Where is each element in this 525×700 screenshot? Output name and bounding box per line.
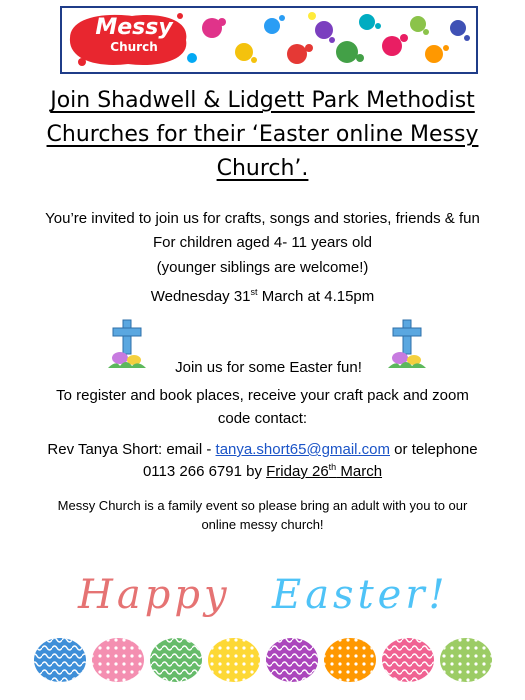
invite-text: You’re invited to join us for crafts, songs and stories, friends & fun [45, 210, 480, 227]
contact-suffix: or telephone [390, 441, 478, 458]
register-line-1: To register and book places, receive your craft pack and zoom [56, 387, 469, 404]
ages-text: For children aged 4- 11 years old [152, 234, 372, 251]
deadline-suffix: March [336, 463, 383, 480]
easter-eggs-row [32, 636, 502, 684]
siblings-text: (younger siblings are welcome!) [156, 259, 369, 276]
email-link[interactable]: tanya.short65@gmail.com [215, 441, 391, 458]
easter-egg-icon [382, 638, 434, 682]
phone-line [0, 463, 525, 480]
easter-egg-icon [266, 638, 318, 682]
messy-logo-church: Church [110, 40, 158, 54]
easter-word: Easter! [272, 572, 449, 618]
heading-line-1: Join Shadwell & Lidgett Park Methodist [50, 88, 475, 113]
easter-egg-icon [34, 638, 86, 682]
event-date [0, 288, 525, 305]
register-line-2: code contact: [217, 410, 308, 427]
contact-line [0, 441, 525, 458]
page-heading [20, 84, 505, 186]
heading-line-3: Church’. [216, 156, 309, 181]
date-ordinal: st [250, 287, 258, 297]
paint-splat [187, 12, 470, 64]
phone-number: 0113 266 6791 by [142, 463, 267, 480]
note-line-2: online messy church! [201, 517, 324, 532]
contact-prefix: Rev Tanya Short: email - [47, 441, 216, 458]
deadline [266, 463, 382, 480]
easter-egg-icon [150, 638, 202, 682]
easter-fun-text: Join us for some Easter fun! [175, 359, 362, 376]
date-prefix: Wednesday 31 [150, 288, 251, 305]
easter-egg-icon [440, 638, 492, 682]
messy-church-banner [60, 6, 478, 74]
deadline-prefix: Friday 26 [266, 463, 329, 480]
date-suffix: March at 4.15pm [257, 288, 375, 305]
easter-egg-icon [92, 638, 144, 682]
heading-line-2: Churches for their ‘Easter online Messy [46, 122, 479, 147]
note-line-1: Messy Church is a family event so please bring an adult with you to our [57, 498, 468, 513]
deadline-ordinal: th [328, 462, 337, 472]
messy-logo-word: Messy [95, 15, 173, 40]
easter-egg-icon [208, 638, 260, 682]
happy-word: Happy [78, 572, 231, 618]
easter-egg-icon [324, 638, 376, 682]
happy-easter-greeting [40, 572, 490, 626]
